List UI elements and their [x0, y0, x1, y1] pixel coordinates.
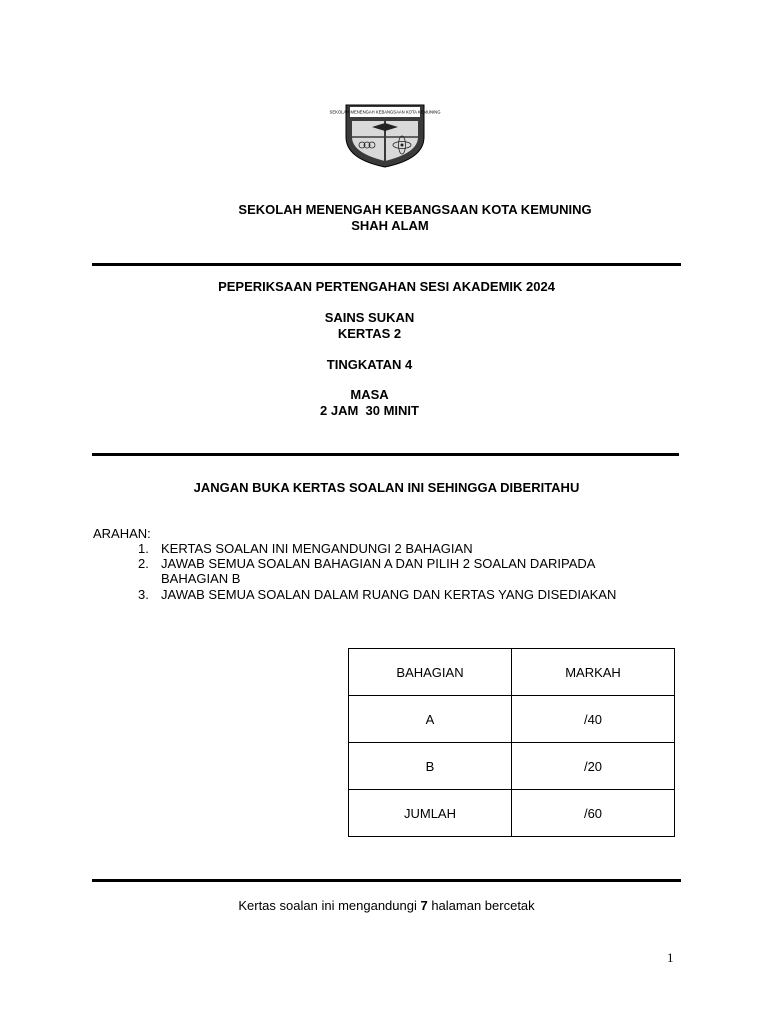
school-location: SHAH ALAM: [351, 218, 429, 233]
page-count-suffix: halaman bercetak: [427, 898, 535, 913]
instruction-number: 1.: [138, 541, 149, 556]
school-logo: [329, 103, 441, 169]
page-number: 1: [667, 950, 674, 965]
page-count-value: 7: [420, 898, 428, 913]
exam-paper: KERTAS 2: [337, 326, 402, 341]
divider-bottom: [92, 879, 681, 882]
instructions-heading: ARAHAN:: [93, 526, 151, 541]
table-header-row: [349, 649, 675, 696]
instruction-text-continued: BAHAGIAN B: [161, 571, 241, 586]
table-cell: A: [349, 696, 512, 743]
instruction-text: JAWAB SEMUA SOALAN BAHAGIAN A DAN PILIH 2 SOALAN DARIPADA: [161, 556, 596, 571]
table-cell: JUMLAH: [349, 790, 512, 837]
column-header: MARKAH: [512, 649, 675, 696]
table-row: [349, 696, 675, 743]
exam-form: TINGKATAN 4: [326, 357, 413, 372]
instruction-text: KERTAS SOALAN INI MENGANDUNGI 2 BAHAGIAN: [161, 541, 473, 556]
table-cell: /40: [512, 696, 675, 743]
table-cell: B: [349, 743, 512, 790]
exam-subject: SAINS SUKAN: [324, 310, 415, 325]
exam-time-label: MASA: [350, 387, 389, 402]
page-count-prefix: Kertas soalan ini mengandungi: [238, 898, 421, 913]
school-name: SEKOLAH MENENGAH KEBANGSAAN KOTA KEMUNING: [238, 202, 592, 217]
school-crest-icon: [329, 103, 441, 169]
instruction-number: 3.: [138, 587, 149, 602]
marks-table: [348, 648, 675, 837]
table-row: [349, 790, 675, 837]
instruction-number: 2.: [138, 556, 149, 571]
exam-title: PEPERIKSAAN PERTENGAHAN SESI AKADEMIK 2024: [218, 279, 555, 294]
page-count-note: [92, 898, 681, 913]
exam-time-value: 2 JAM 30 MINIT: [320, 403, 419, 418]
divider-top: [92, 263, 681, 266]
table-row: [349, 743, 675, 790]
instruction-text: JAWAB SEMUA SOALAN DALAM RUANG DAN KERTAS YANG DISEDIAKAN: [161, 587, 617, 602]
column-header: BAHAGIAN: [349, 649, 512, 696]
svg-text:SEKOLAH MENENGAH KEBANGSAAN KO: SEKOLAH MENENGAH KEBANGSAAN KOTA KEMUNING: [329, 109, 441, 115]
table-cell: /20: [512, 743, 675, 790]
table-cell: /60: [512, 790, 675, 837]
divider-middle: [92, 453, 679, 456]
warning-text: JANGAN BUKA KERTAS SOALAN INI SEHINGGA DIBERITAHU: [193, 480, 580, 495]
